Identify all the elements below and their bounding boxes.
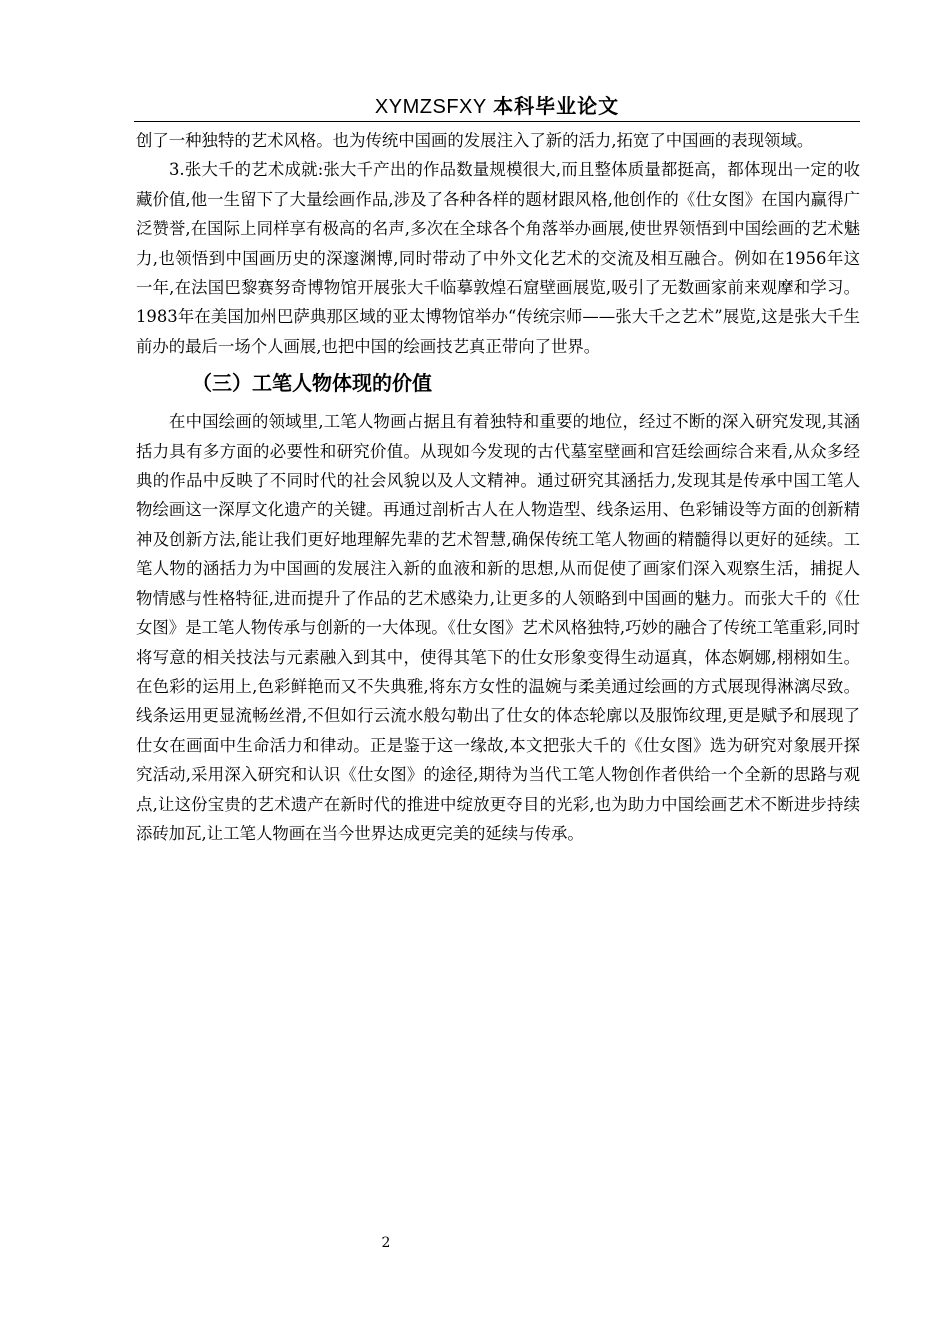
header-school-code: XYMZSFXY xyxy=(374,96,487,118)
page-number: 2 xyxy=(381,1235,391,1251)
page-header xyxy=(134,92,860,121)
header-thesis-title: 本科毕业论文 xyxy=(493,94,620,118)
header-divider xyxy=(134,121,860,122)
body-paragraph: 创了一种独特的艺术风格。也为传统中国画的发展注入了新的活力,拓宽了中国画的表现领域。 xyxy=(136,131,814,150)
body-paragraph: 3.张大千的艺术成就:张大千产出的作品数量规模很大,而且整体质量都挺高，都体现出一定的收藏价值,他一生留下了大量绘画作品,涉及了各种各样的题材跟风格,他创作的《仕女图》在国内赢得广泛赞誉,在国际上同样享有极高的名声,多次在全球各个角落举办画展,使世界领悟到中国绘画的艺术魅力,也领悟到中国画历史的深邃渊博,同时带动了中外文化艺术的交流及相互融合。例如在1956年这一年,在法国巴黎赛努奇博物馆开展张大千临摹敦煌石窟壁画展览,吸引了无数画家前来观摩和学习。1983年在美国加州巴萨典那区域的亚太博物馆举办“传统宗师——张大千之艺术”展览,这是张大千生前办的最后一场个人画展,也把中国的绘画技艺真正带向了世界。 xyxy=(136,160,860,356)
page-body xyxy=(136,126,860,848)
section-heading: （三）工笔人物体现的价值 xyxy=(192,371,432,396)
body-paragraph: 在中国绘画的领域里,工笔人物画占据且有着独特和重要的地位，经过不断的深入研究发现,其涵括力具有多方面的必要性和研究价值。从现如今发现的古代墓室壁画和宫廷绘画综合来看,从众多经典的作品中反映了不同时代的社会风貌以及人文精神。通过研究其涵括力,发现其是传承中国工笔人物绘画这一深厚文化遗产的关键。再通过剖析古人在人物造型、线条运用、色彩铺设等方面的创新精神及创新方法,能让我们更好地理解先辈的艺术智慧,确保传统工笔人物画的精髓得以更好的延续。工笔人物的涵括力为中国画的发展注入新的血液和新的思想,从而促使了画家们深入观察生活，捕捉人物情感与性格特征,进而提升了作品的艺术感染力,让更多的人领略到中国画的魅力。而张大千的《仕女图》是工笔人物传承与创新的一大体现。《仕女图》艺术风格独特,巧妙的融合了传统工笔重彩,同时将写意的相关技法与元素融入到其中，使得其笔下的仕女形象变得生动逼真，体态婀娜,栩栩如生。在色彩的运用上,色彩鲜艳而又不失典雅,将东方女性的温婉与柔美通过绘画的方式展现得淋漓尽致。线条运用更显流畅丝滑,不但如行云流水般勾勒出了仕女的体态轮廓以及服饰纹理,更是赋予和展现了仕女在画面中生命活力和律动。正是鉴于这一缘故,本文把张大千的《仕女图》选为研究对象展开探究活动,采用深入研究和认识《仕女图》的途径,期待为当代工笔人物创作者供给一个全新的思路与观点,让这份宝贵的艺术遗产在新时代的推进中绽放更夺目的光彩,也为助力中国绘画艺术不断进步持续添砖加瓦,让工笔人物画在当今世界达成更完美的延续与传承。 xyxy=(136,412,860,843)
